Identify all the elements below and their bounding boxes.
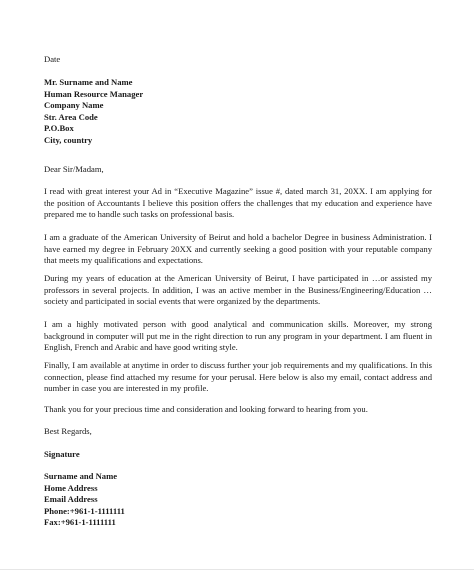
- salutation-line: [44, 164, 432, 176]
- paragraph-text: Thank you for your precious time and consideration and looking forward to hearing from you.: [44, 404, 368, 414]
- signature-label: Signature: [44, 449, 80, 459]
- recipient-address: [44, 77, 432, 147]
- paragraph-2: [44, 232, 432, 267]
- paragraph-text: During my years of education at the American University of Beirut, I have participated in …or assisted my professors in several projects. In addition, I was an active member in the Business/Engineering/Education … society and participated in social events that were organized by the departments.: [44, 273, 432, 307]
- paragraph-5: [44, 360, 432, 395]
- paragraph-4: [44, 319, 432, 354]
- signature-line: [44, 449, 432, 461]
- salutation: Dear Sir/Madam,: [44, 164, 104, 174]
- sender-phone: Phone:+961-1-1111111: [44, 505, 125, 516]
- recipient-title: Human Resource Manager: [44, 88, 144, 99]
- paragraph-1: [44, 186, 432, 221]
- paragraph-6: [44, 404, 432, 416]
- recipient-company: Company Name: [44, 100, 104, 111]
- sender-name: Surname and Name: [44, 471, 118, 481]
- recipient-name: Mr. Surname and Name: [44, 77, 133, 87]
- paragraph-text: I am a highly motivated person with good analytical and communication skills. Moreover, my strong background in computer will put me in the right direction to run any program in your department. I am fluent in English, French and Arabic and have good writing style.: [44, 319, 432, 353]
- page-bottom-divider: [0, 569, 474, 570]
- recipient-street: Str. Area Code: [44, 111, 98, 122]
- paragraph-text: Finally, I am available at anytime in order to discuss further your job requirements and my qualifications. In this connection, please find attached my resume for your perusal. Here below is also my email, contact address and number in case you are interested in my profile.: [44, 360, 432, 394]
- recipient-pobox: P.O.Box: [44, 123, 74, 134]
- sender-fax: Fax:+961-1-1111111: [44, 517, 116, 528]
- sender-details: [44, 471, 432, 529]
- paragraph-text: I am a graduate of the American University of Beirut and hold a bachelor Degree in business Administration. I have earned my degree in February 20XX and currently seeking a good position with your reputable company that meets my qualifications and expectations.: [44, 232, 432, 266]
- sender-home-address: Home Address: [44, 482, 98, 493]
- sender-email: Email Address: [44, 494, 98, 505]
- closing-line: [44, 426, 432, 438]
- recipient-city: City, country: [44, 134, 93, 145]
- closing: Best Regards,: [44, 426, 92, 436]
- date-label: Date: [44, 54, 61, 64]
- paragraph-text: I read with great interest your Ad in “Executive Magazine” issue #, dated march 31, 20XX. I am applying for the position of Accountants I believe this position offers the challenges that my education and experience have prepared me to handle such tasks on professional basis.: [44, 186, 432, 220]
- date-line: [44, 54, 432, 66]
- paragraph-3: [44, 273, 432, 308]
